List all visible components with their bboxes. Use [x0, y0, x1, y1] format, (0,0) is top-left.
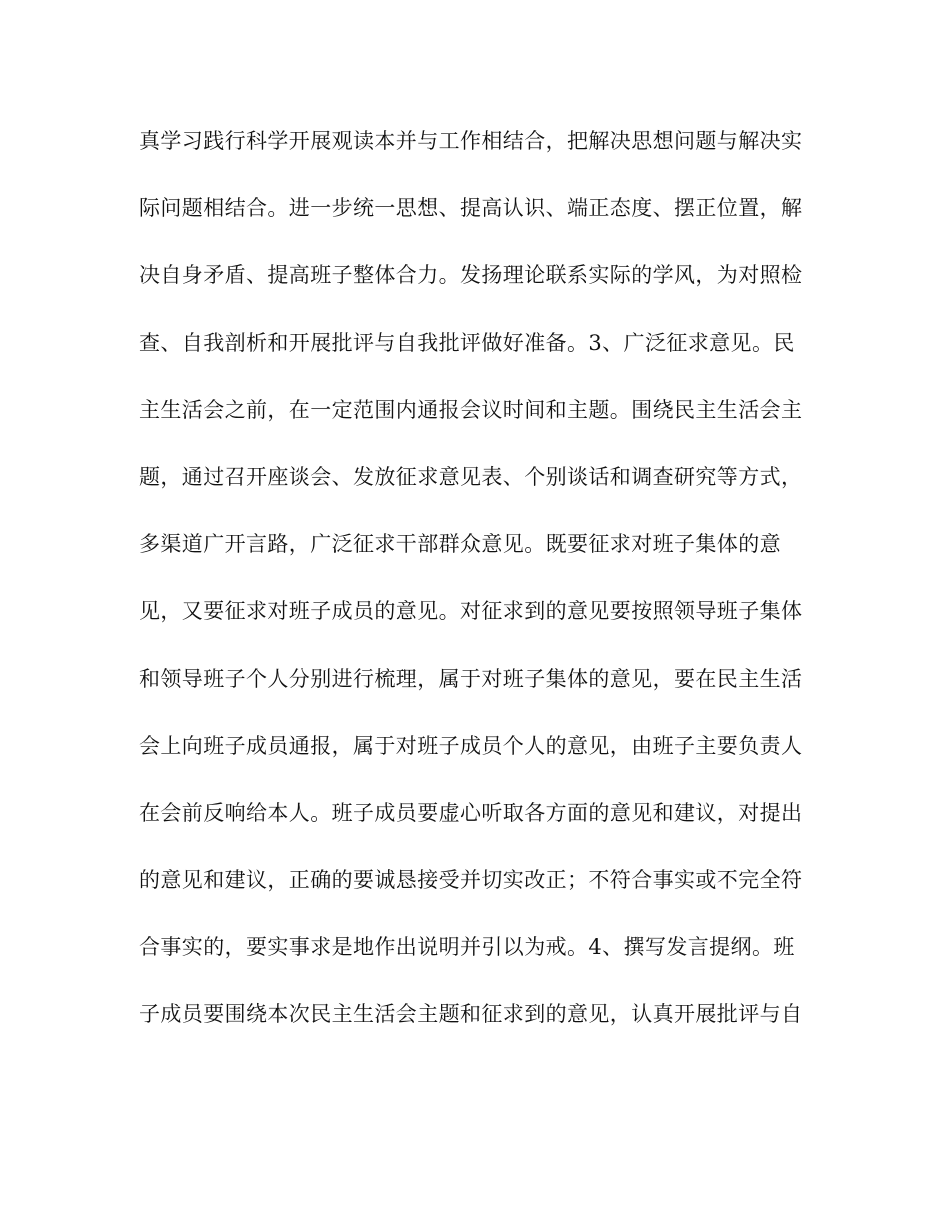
- text-line: 在会前反响给本人。班子成员要虚心听取各方面的意见和建议，对提出: [139, 800, 803, 825]
- text-line: 合事实的，要实事求是地作出说明并引以为戒。4、撰写发言提纲。班: [139, 935, 795, 960]
- text-line: 和领导班子个人分别进行梳理，属于对班子集体的意见，要在民主生活: [139, 666, 803, 691]
- body-text: [139, 120, 819, 1061]
- text-line: 多渠道广开言路，广泛征求干部群众意见。既要征求对班子集体的意: [139, 532, 781, 557]
- text-line: 决自身矛盾、提高班子整体合力。发扬理论联系实际的学风，为对照检: [139, 263, 803, 288]
- text-line: 际问题相结合。进一步统一思想、提高认识、端正态度、摆正位置，解: [139, 196, 803, 221]
- text-line: 真学习践行科学开展观读本并与工作相结合，把解决思想问题与解决实: [139, 129, 803, 153]
- text-line: 子成员要围绕本次民主生活会主题和征求到的意见，认真开展批评与自: [139, 1002, 803, 1027]
- text-line: 题，通过召开座谈会、发放征求意见表、个别谈话和调查研究等方式，: [139, 464, 803, 489]
- text-line: 的意见和建议，正确的要诚恳接受并切实改正；不符合事实或不完全符: [139, 868, 803, 893]
- text-line: 会上向班子成员通报，属于对班子成员个人的意见，由班子主要负责人: [139, 733, 803, 758]
- text-line: 查、自我剖析和开展批评与自我批评做好准备。3、广泛征求意见。民: [139, 330, 795, 355]
- text-line: 见，又要征求对班子成员的意见。对征求到的意见要按照领导班子集体: [139, 599, 803, 624]
- text-line: 主生活会之前，在一定范围内通报会议时间和主题。围绕民主生活会主: [139, 397, 803, 422]
